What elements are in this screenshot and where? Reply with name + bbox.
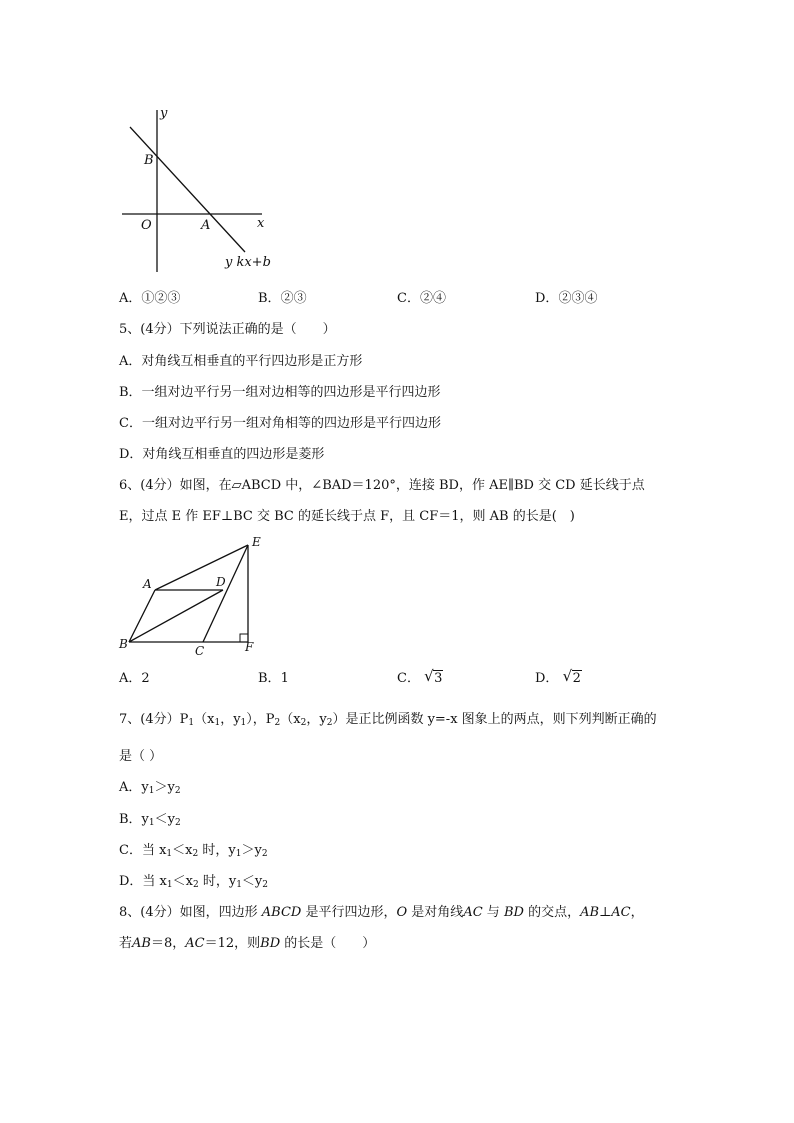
q6-stem-line1: 6、(4分）如图，在▱ABCD 中，∠BAD＝120°，连接 BD，作 AE∥BD 交 CD 延长线于点 [119, 478, 645, 493]
q5-stem: 5、(4分）下列说法正确的是（ ） [119, 322, 336, 337]
q7-stem-line2: 是（ ） [119, 749, 163, 764]
point-label-a: A [201, 218, 211, 233]
q6-option-a: A．2 [119, 671, 150, 686]
segment-bd [129, 590, 223, 642]
segment-ae [155, 545, 248, 590]
segment-ce [203, 545, 248, 642]
q5-option-d: D．对角线互相垂直的四边形是菱形 [119, 447, 325, 462]
linear-function-graph [110, 102, 310, 277]
point-label-a: A [143, 577, 152, 591]
y-axis-label: y [160, 106, 168, 121]
parallelogram-figure [115, 532, 275, 657]
q5-option-b: B．一组对边平行另一组对边相等的四边形是平行四边形 [119, 385, 441, 400]
q6-stem-line2: E，过点 E 作 EF⊥BC 交 BC 的延长线于点 F，且 CF＝1，则 AB 的长是( ) [119, 509, 575, 524]
equation-label: y kx+b [225, 255, 271, 270]
q4-option-c: C．②④ [397, 291, 446, 306]
sqrt-3: √ 3 [424, 667, 443, 686]
q4-option-a: A．①②③ [119, 291, 181, 306]
point-label-f: F [245, 640, 254, 654]
point-label-b: B [119, 637, 128, 651]
q7-option-d: D．当 $x_1<x_2$ 时，$y_1<y_2$ [119, 874, 269, 890]
sqrt-2: √ 2 [562, 667, 581, 686]
q7-option-b: B．$y_1<y_2$ [119, 812, 181, 828]
q6-option-c: C． √ 3 [397, 667, 443, 686]
point-label-b: B [144, 153, 154, 168]
function-line [130, 127, 245, 252]
point-label-c: C [195, 644, 205, 657]
point-label-e: E [252, 535, 261, 549]
point-label-d: D [216, 575, 226, 589]
x-axis-label: x [257, 216, 265, 231]
q7-option-c: C．当 $x_1<x_2$ 时，$y_1>y_2$ [119, 843, 268, 859]
q8-stem-line1: 8、(4分）如图，四边形 ABCD 是平行四边形，O 是对角线AC 与 BD 的交点，AB⊥AC， [119, 905, 644, 920]
q4-option-d: D．②③④ [535, 291, 598, 306]
q7-option-a: A．$y_1>y_2$ [119, 780, 181, 796]
q6-option-d: D． √ 2 [535, 667, 581, 686]
q7-stem-line1: 7、(4分）$P_1(x_1$，$y_1$），$P_2(x_2$，$y_2$）是正比例函数 y=-x 图象上的两点，则下列判断正确的 [119, 712, 657, 728]
q6-option-b: B．1 [258, 671, 289, 686]
q5-option-c: C．一组对边平行另一组对角相等的四边形是平行四边形 [119, 416, 441, 431]
origin-label: O [141, 218, 152, 233]
q4-option-b: B．②③ [258, 291, 307, 306]
q5-option-a: A．对角线互相垂直的平行四边形是正方形 [119, 354, 363, 369]
q8-stem-line2: 若AB＝8，AC＝12，则BD 的长是（ ） [119, 936, 376, 951]
